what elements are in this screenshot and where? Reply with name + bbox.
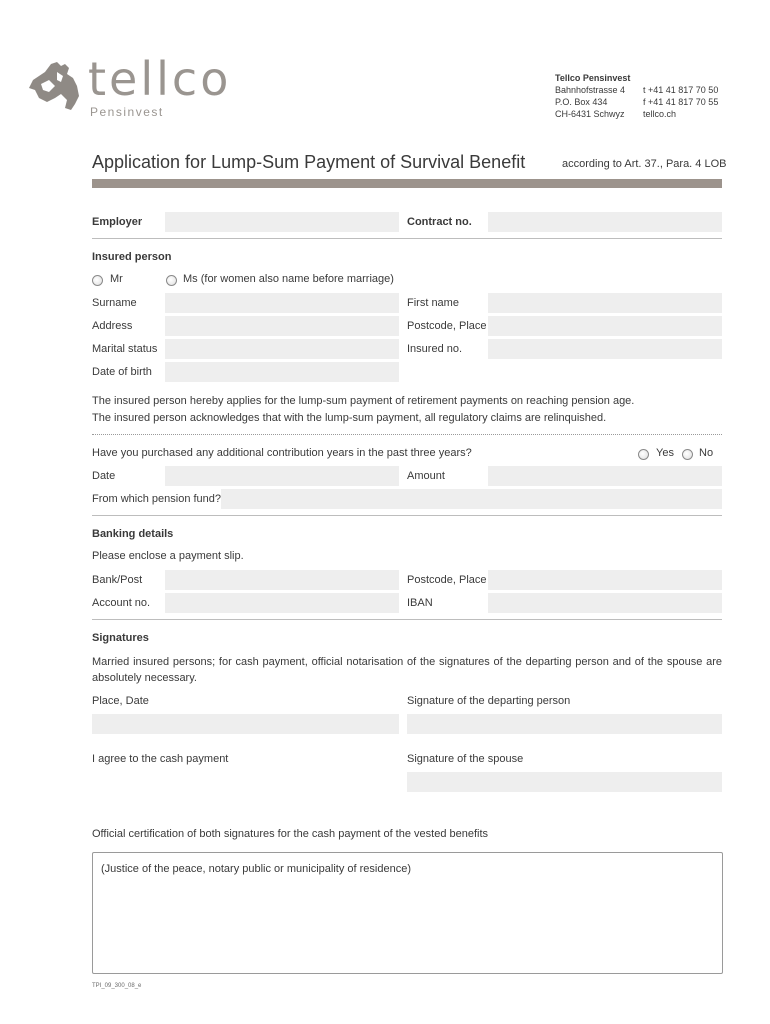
amount-label: Amount	[407, 470, 445, 482]
marital-status-label: Marital status	[92, 343, 158, 355]
mr-radio[interactable]	[92, 275, 103, 286]
website: tellco.ch	[643, 109, 677, 119]
signatures-heading: Signatures	[92, 632, 149, 644]
company-name: Tellco Pensinvest	[555, 73, 631, 83]
dotted-divider	[92, 434, 722, 435]
account-no-label: Account no.	[92, 597, 151, 609]
address-street: Bahnhofstrasse 4	[555, 85, 626, 95]
insured-heading: Insured person	[92, 251, 172, 263]
insured-no-field[interactable]	[488, 339, 722, 359]
certification-hint: (Justice of the peace, notary public or municipality of residence)	[101, 863, 411, 875]
place-date-label: Place, Date	[92, 695, 149, 707]
postcode-field[interactable]	[488, 316, 722, 336]
divider	[92, 619, 722, 620]
no-radio[interactable]	[682, 449, 693, 460]
insured-text-2: The insured person acknowledges that with the lump-sum payment, all regulatory claims are relinquished.	[92, 412, 607, 424]
bank-field[interactable]	[165, 570, 399, 590]
pension-fund-field[interactable]	[221, 489, 722, 509]
form-subtitle: according to Art. 37., Para. 4 LOB	[562, 158, 727, 170]
brand-logo-text: tellco	[88, 52, 232, 106]
address-city: CH-6431 Schwyz	[555, 109, 625, 119]
address-block	[555, 72, 630, 120]
marital-status-field[interactable]	[165, 339, 399, 359]
pension-fund-label: From which pension fund?	[92, 493, 222, 505]
sig-spouse-field[interactable]	[407, 772, 722, 792]
yes-label: Yes	[656, 447, 674, 459]
dob-label: Date of birth	[92, 366, 152, 378]
ms-label: Ms (for women also name before marriage)	[183, 273, 394, 285]
bank-postcode-label: Postcode, Place	[407, 574, 487, 586]
employer-label: Employer	[92, 216, 143, 228]
sig-departing-field[interactable]	[407, 714, 722, 734]
divider	[92, 238, 722, 239]
first-name-label: First name	[407, 297, 459, 309]
address-box: P.O. Box 434	[555, 97, 608, 107]
account-no-field[interactable]	[165, 593, 399, 613]
address-label: Address	[92, 320, 133, 332]
dob-field[interactable]	[165, 362, 399, 382]
ms-radio[interactable]	[166, 275, 177, 286]
amount-field[interactable]	[488, 466, 722, 486]
yes-radio[interactable]	[638, 449, 649, 460]
brand-subtitle: Pensinvest	[90, 105, 164, 119]
employer-field[interactable]	[165, 212, 399, 232]
form-title: Application for Lump-Sum Payment of Survival Benefit	[92, 152, 526, 172]
fax-number: f +41 41 817 70 55	[643, 97, 719, 107]
banking-heading: Banking details	[92, 528, 174, 540]
iban-field[interactable]	[488, 593, 722, 613]
bank-label: Bank/Post	[92, 574, 143, 586]
certification-box[interactable]	[92, 852, 723, 974]
purchase-date-field[interactable]	[165, 466, 399, 486]
iban-label: IBAN	[407, 597, 433, 609]
mr-label: Mr	[110, 273, 123, 285]
address-field[interactable]	[165, 316, 399, 336]
payment-slip-note: Please enclose a payment slip.	[92, 550, 244, 562]
sig-departing-label: Signature of the departing person	[407, 695, 571, 707]
agree-label: I agree to the cash payment	[92, 753, 229, 765]
form-number: TPI_09_300_08_e	[92, 983, 142, 989]
no-label: No	[699, 447, 714, 459]
purchase-question: Have you purchased any additional contribution years in the past three years?	[92, 447, 472, 459]
certification-label: Official certification of both signatures for the cash payment of the vested benefits	[92, 828, 489, 840]
insured-no-label: Insured no.	[407, 343, 463, 355]
insured-text-1: The insured person hereby applies for the lump-sum payment of retirement payments on reaching pension age.	[92, 395, 635, 407]
surname-label: Surname	[92, 297, 137, 309]
divider	[92, 515, 722, 516]
place-date-field[interactable]	[92, 714, 399, 734]
surname-field[interactable]	[165, 293, 399, 313]
contract-field[interactable]	[488, 212, 722, 232]
contact-block	[643, 84, 718, 120]
sig-spouse-label: Signature of the spouse	[407, 753, 524, 765]
first-name-field[interactable]	[488, 293, 722, 313]
phone-number: t +41 41 817 70 50	[643, 85, 719, 95]
postcode-label: Postcode, Place	[407, 320, 487, 332]
signatures-text: Married insured persons; for cash payment, official notarisation of the signatures of the departing person and of the spouse are absolutely necessary.	[92, 656, 722, 684]
horseman-figure-icon	[27, 58, 85, 114]
bank-postcode-field[interactable]	[488, 570, 722, 590]
purchase-date-label: Date	[92, 470, 116, 482]
title-bar	[92, 179, 722, 188]
contract-label: Contract no.	[407, 216, 472, 228]
